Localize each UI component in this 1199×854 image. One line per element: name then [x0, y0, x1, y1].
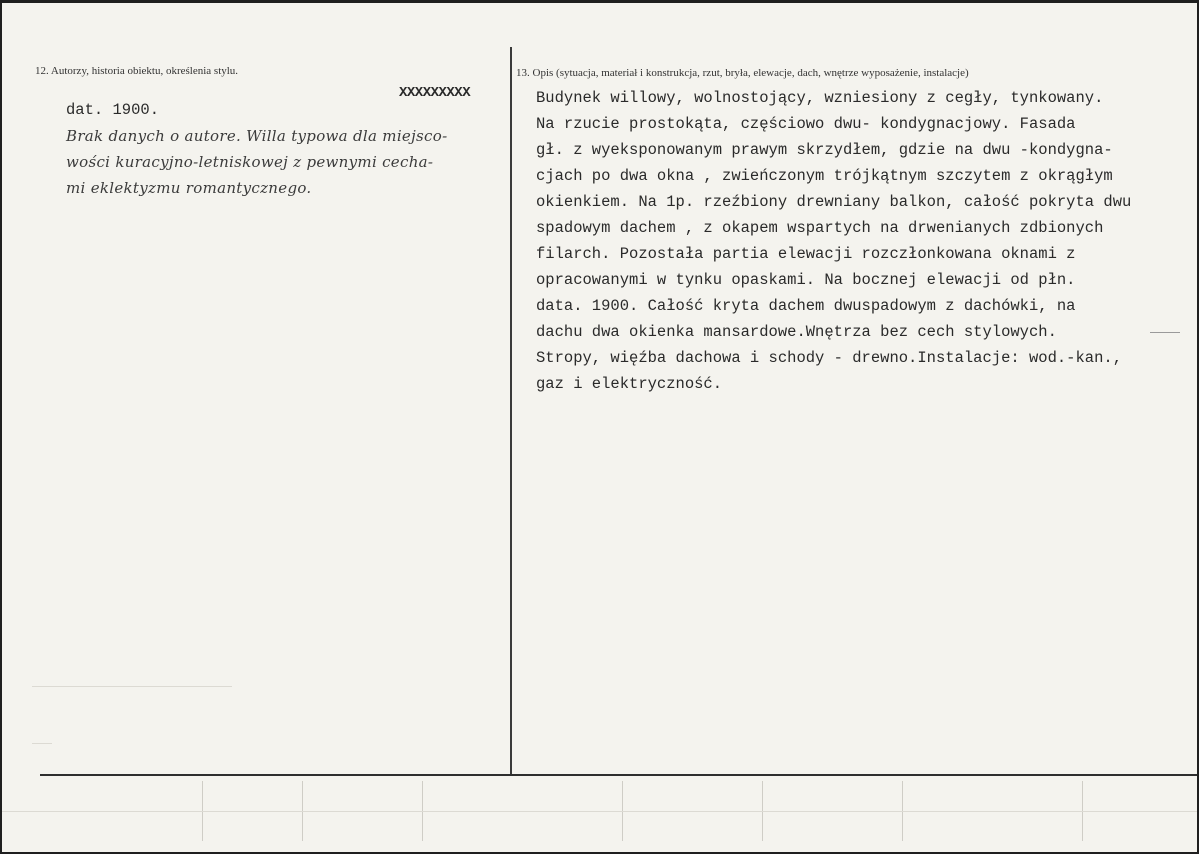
handwritten-line-2: wości kuracyjno-letniskowej z pewnymi cecha-	[66, 153, 434, 171]
faint-guide-line	[32, 686, 232, 687]
description-line: gaz i elektryczność.	[536, 375, 723, 393]
bottom-rule	[40, 774, 1197, 776]
section-13-header: 13. Opis (sytuacja, materiał i konstrukcja, rzut, bryła, elewacje, dach, wnętrze wyposażenie, instalacje)	[516, 67, 969, 79]
description-line: data. 1900. Całość kryta dachem dwuspadowym z dachówki, na	[536, 297, 1076, 315]
typed-date: dat. 1900.	[66, 101, 160, 119]
description-line: okienkiem. Na 1p. rzeźbiony drewniany balkon, całość pokryta dwu	[536, 193, 1132, 211]
description-line: dachu dwa okienka mansardowe.Wnętrza bez cech stylowych.	[536, 323, 1057, 341]
description-line: cjach po dwa okna , zwieńczonym trójkątnym szczytem z okrągłym	[536, 167, 1113, 185]
section-12-header: 12. Autorzy, historia obiektu, określenia stylu.	[35, 65, 239, 77]
description-line: opracowanymi w tynku opaskami. Na bocznej elewacji od płn.	[536, 271, 1076, 289]
description-line: Na rzucie prostokąta, częściowo dwu- kondygnacjowy. Fasada	[536, 115, 1076, 133]
column-divider	[510, 47, 512, 775]
faint-guide-line	[32, 743, 52, 744]
record-card	[2, 3, 1197, 852]
handwritten-line-1: Brak danych o autore. Willa typowa dla miejsco-	[66, 127, 448, 145]
faint-grid-line	[2, 811, 1197, 812]
description-line: filarch. Pozostała partia elewacji rozczłonkowana oknami z	[536, 245, 1076, 263]
description-line: gł. z wyeksponowanym prawym skrzydłem, gdzie na dwu -kondygna-	[536, 141, 1113, 159]
struck-out-text: XXXXXXXXX	[399, 85, 471, 101]
handwritten-line-3: mi eklektyzmu romantycznego.	[66, 179, 312, 197]
description-line: Stropy, więźba dachowa i schody - drewno.Instalacje: wod.-kan.,	[536, 349, 1122, 367]
description-line: spadowym dachem , z okapem wspartych na drwenianych zdbionych	[536, 219, 1104, 237]
description-line: Budynek willowy, wolnostojący, wzniesiony z cegły, tynkowany.	[536, 89, 1104, 107]
pen-mark	[1150, 332, 1180, 333]
